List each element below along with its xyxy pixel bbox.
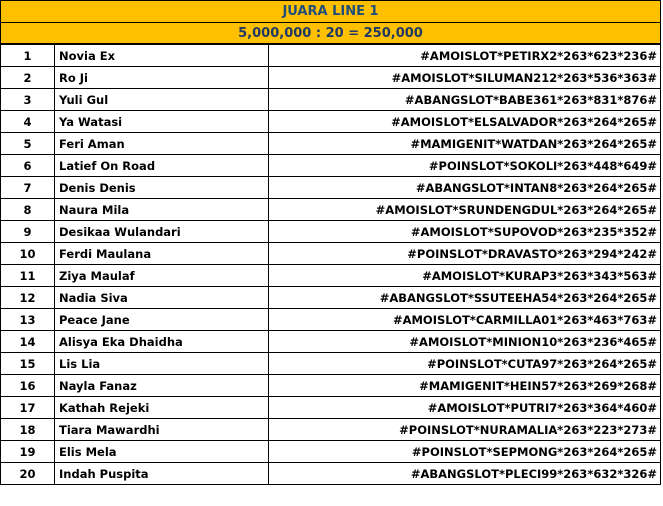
winner-code: #AMOISLOT*PETIRX2*263*623*236# — [269, 45, 661, 67]
winner-code: #AMOISLOT*ELSALVADOR*263*264*265# — [269, 111, 661, 133]
winner-code: #AMOISLOT*MINION10*263*236*465# — [269, 331, 661, 353]
table-row — [1, 45, 661, 67]
winner-code: #MAMIGENIT*HEIN57*263*269*268# — [269, 375, 661, 397]
row-number: 15 — [1, 353, 55, 375]
winner-code: #POINSLOT*CUTA97*263*264*265# — [269, 353, 661, 375]
row-number: 5 — [1, 133, 55, 155]
table-row — [1, 89, 661, 111]
table-row — [1, 441, 661, 463]
winner-code: #POINSLOT*SOKOLI*263*448*649# — [269, 155, 661, 177]
table-row — [1, 375, 661, 397]
winner-code: #MAMIGENIT*WATDAN*263*264*265# — [269, 133, 661, 155]
winner-code: #POINSLOT*SEPMONG*263*264*265# — [269, 441, 661, 463]
table-row — [1, 353, 661, 375]
winner-name: Indah Puspita — [55, 463, 269, 485]
table-row — [1, 199, 661, 221]
winner-code: #POINSLOT*NURAMALIA*263*223*273# — [269, 419, 661, 441]
sheet-title: JUARA LINE 1 — [0, 0, 661, 22]
row-number: 12 — [1, 287, 55, 309]
table-row — [1, 397, 661, 419]
table-row — [1, 155, 661, 177]
table-row — [1, 243, 661, 265]
row-number: 20 — [1, 463, 55, 485]
winner-name: Latief On Road — [55, 155, 269, 177]
row-number: 13 — [1, 309, 55, 331]
winner-name: Ya Watasi — [55, 111, 269, 133]
row-number: 3 — [1, 89, 55, 111]
row-number: 10 — [1, 243, 55, 265]
winner-name: Alisya Eka Dhaidha — [55, 331, 269, 353]
winners-table — [0, 44, 661, 485]
table-row — [1, 265, 661, 287]
prize-formula: 5,000,000 : 20 = 250,000 — [0, 22, 661, 44]
winner-name: Lis Lia — [55, 353, 269, 375]
winner-code: #AMOISLOT*KURAP3*263*343*563# — [269, 265, 661, 287]
row-number: 7 — [1, 177, 55, 199]
row-number: 17 — [1, 397, 55, 419]
winner-name: Tiara Mawardhi — [55, 419, 269, 441]
table-row — [1, 309, 661, 331]
winner-name: Ferdi Maulana — [55, 243, 269, 265]
winner-name: Yuli Gul — [55, 89, 269, 111]
winner-code: #ABANGSLOT*BABE361*263*831*876# — [269, 89, 661, 111]
table-row — [1, 419, 661, 441]
row-number: 16 — [1, 375, 55, 397]
row-number: 2 — [1, 67, 55, 89]
row-number: 14 — [1, 331, 55, 353]
winner-name: Kathah Rejeki — [55, 397, 269, 419]
row-number: 9 — [1, 221, 55, 243]
winner-name: Ziya Maulaf — [55, 265, 269, 287]
table-row — [1, 67, 661, 89]
winner-code: #ABANGSLOT*INTAN8*263*264*265# — [269, 177, 661, 199]
winner-name: Peace Jane — [55, 309, 269, 331]
table-row — [1, 221, 661, 243]
winner-name: Nadia Siva — [55, 287, 269, 309]
row-number: 1 — [1, 45, 55, 67]
winner-code: #AMOISLOT*SILUMAN212*263*536*363# — [269, 67, 661, 89]
winner-code: #AMOISLOT*SUPOVOD*263*235*352# — [269, 221, 661, 243]
row-number: 6 — [1, 155, 55, 177]
winner-code: #AMOISLOT*SRUNDENGDUL*263*264*265# — [269, 199, 661, 221]
winner-name: Elis Mela — [55, 441, 269, 463]
table-row — [1, 463, 661, 485]
winner-code: #AMOISLOT*PUTRI7*263*364*460# — [269, 397, 661, 419]
winner-name: Naura Mila — [55, 199, 269, 221]
row-number: 11 — [1, 265, 55, 287]
row-number: 8 — [1, 199, 55, 221]
winner-name: Ro Ji — [55, 67, 269, 89]
winner-code: #AMOISLOT*CARMILLA01*263*463*763# — [269, 309, 661, 331]
winner-name: Novia Ex — [55, 45, 269, 67]
winner-code: #ABANGSLOT*PLECI99*263*632*326# — [269, 463, 661, 485]
winner-name: Feri Aman — [55, 133, 269, 155]
winners-table-body — [1, 45, 661, 485]
table-row — [1, 133, 661, 155]
winner-name: Denis Denis — [55, 177, 269, 199]
table-row — [1, 331, 661, 353]
winner-name: Desikaa Wulandari — [55, 221, 269, 243]
table-row — [1, 177, 661, 199]
row-number: 18 — [1, 419, 55, 441]
winner-code: #ABANGSLOT*SSUTEEHA54*263*264*265# — [269, 287, 661, 309]
row-number: 4 — [1, 111, 55, 133]
table-row — [1, 111, 661, 133]
winner-code: #POINSLOT*DRAVASTO*263*294*242# — [269, 243, 661, 265]
winner-name: Nayla Fanaz — [55, 375, 269, 397]
table-row — [1, 287, 661, 309]
row-number: 19 — [1, 441, 55, 463]
